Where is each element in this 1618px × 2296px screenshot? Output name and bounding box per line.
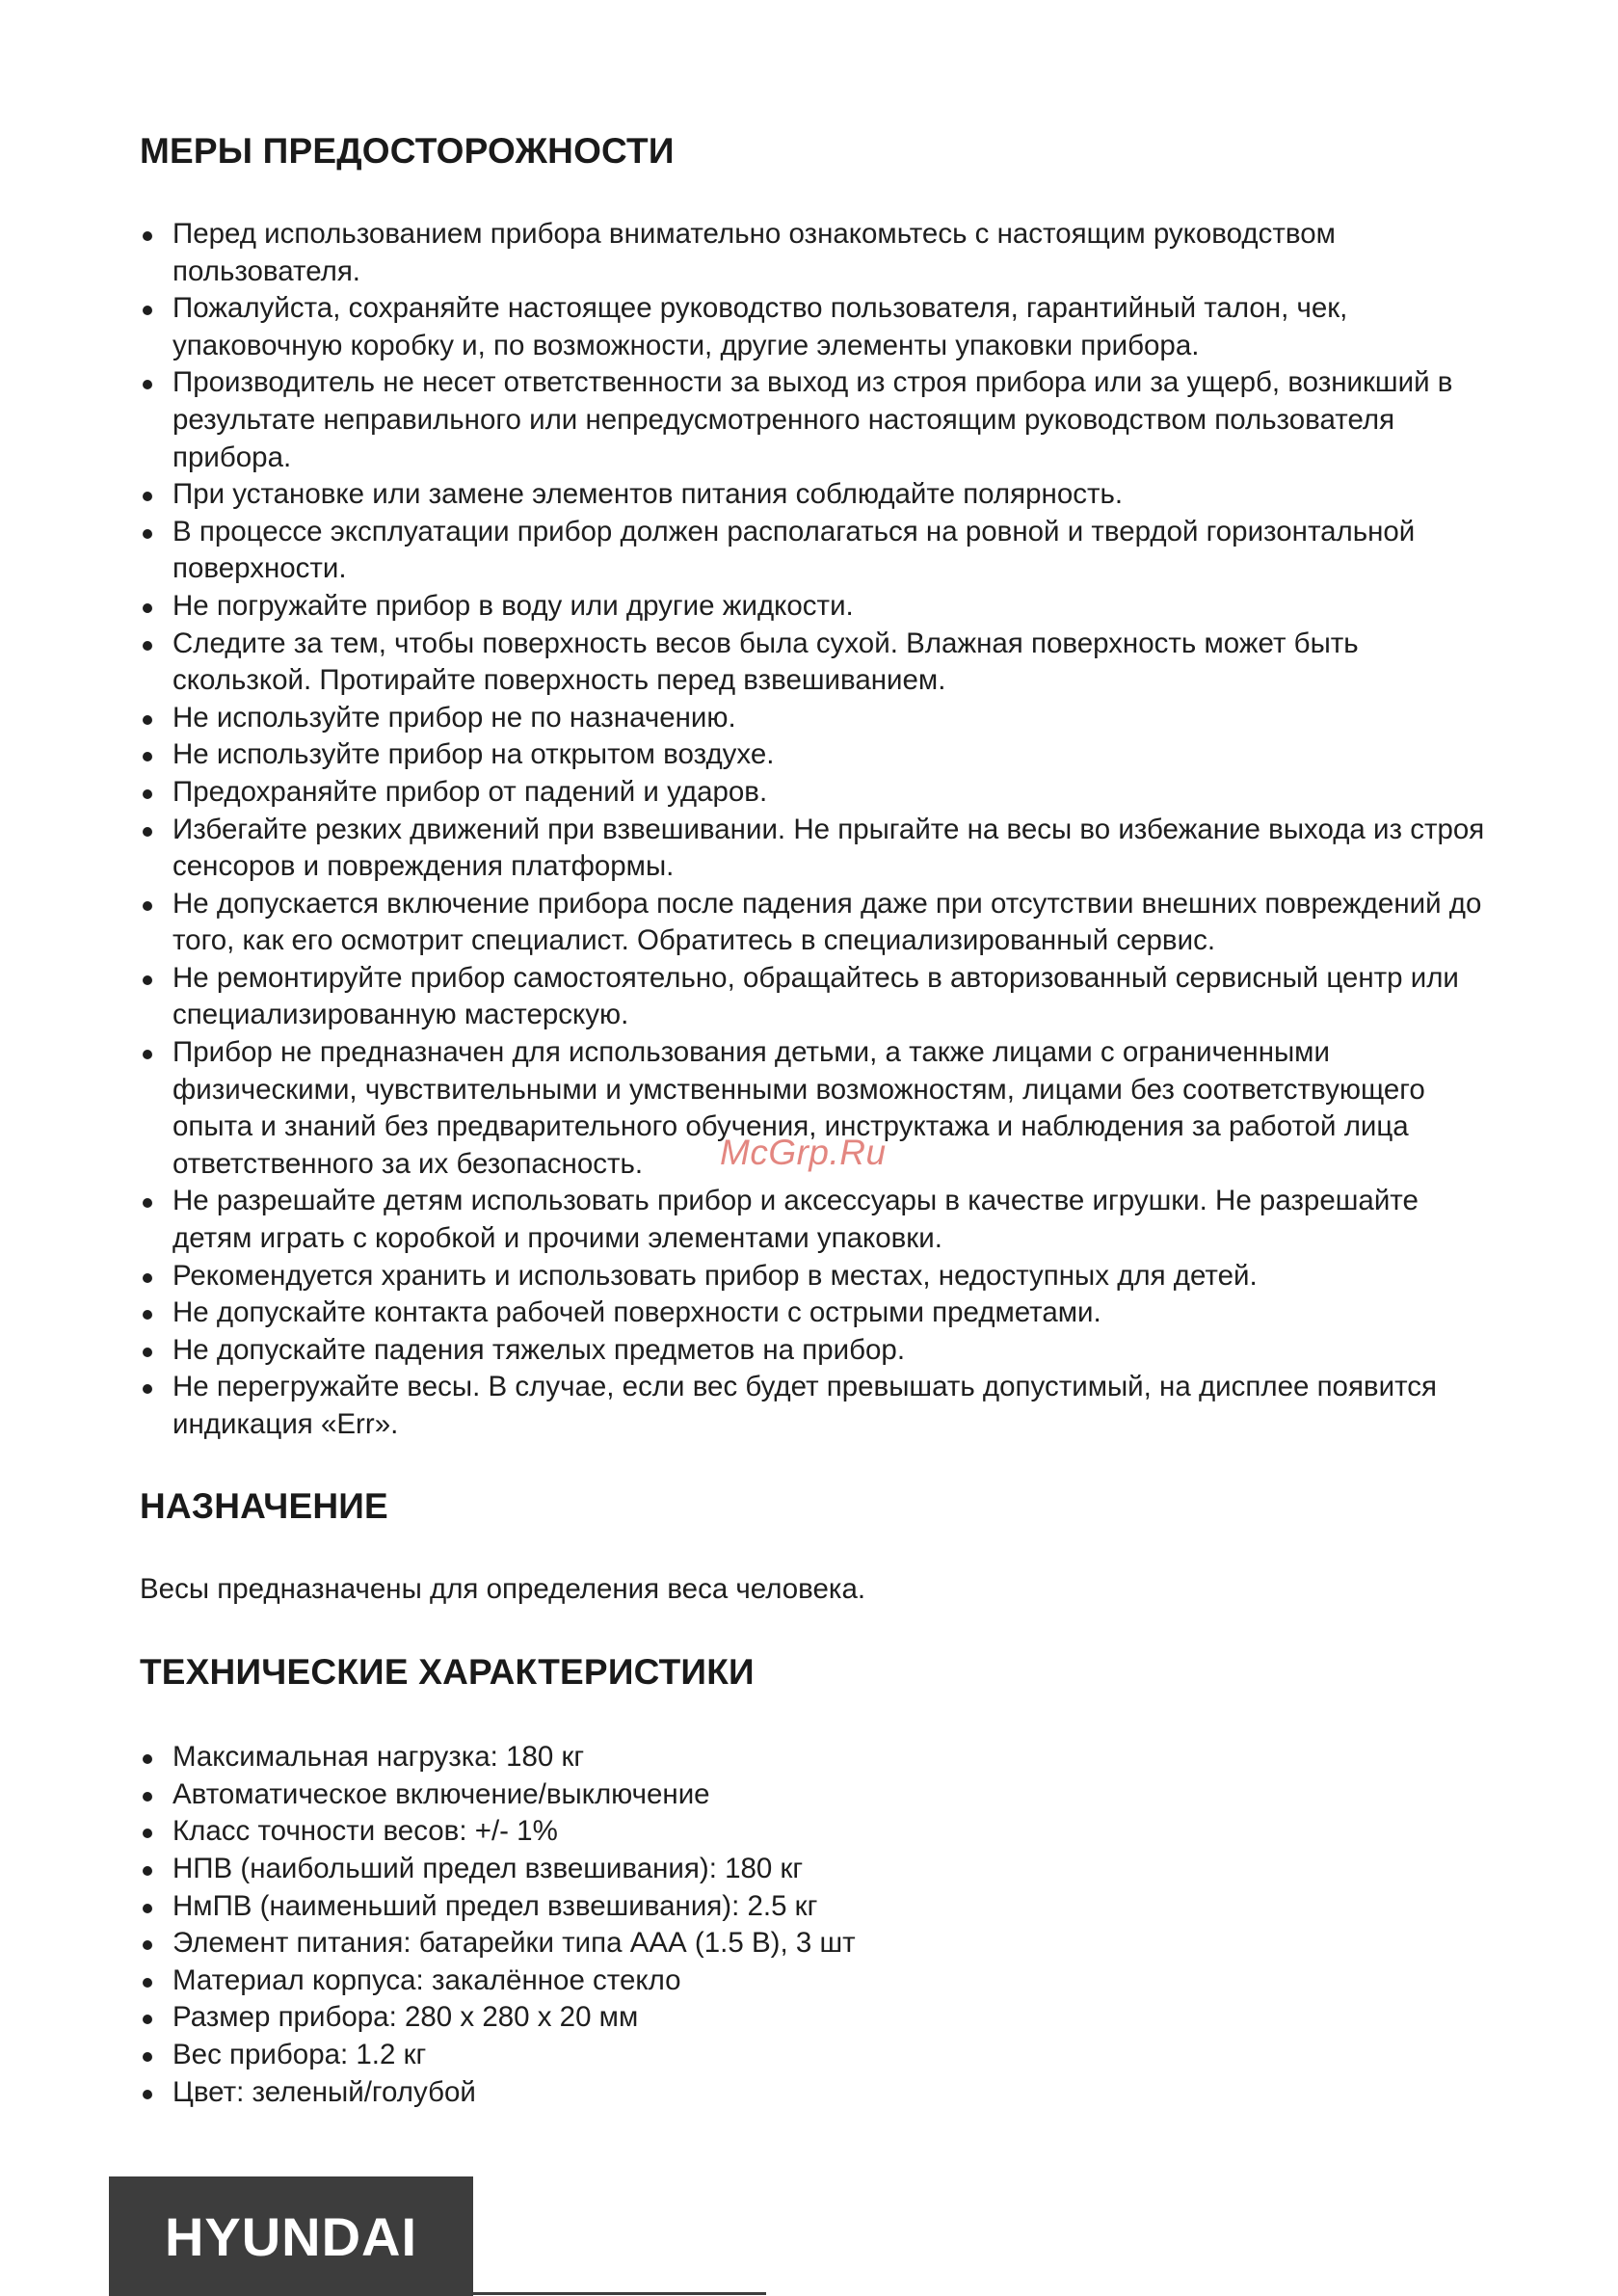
precautions-heading: МЕРЫ ПРЕДОСТОРОЖНОСТИ [140, 131, 675, 171]
list-item: Не используйте прибор не по назначению. [140, 700, 1489, 737]
list-item: Не допускайте контакта рабочей поверхности с острыми предметами. [140, 1295, 1489, 1332]
list-item: Следите за тем, чтобы поверхность весов была сухой. Влажная поверхность может быть скользкой. Протирайте поверхность перед взвешиванием. [140, 626, 1489, 700]
precautions-list [140, 216, 1489, 1444]
specs-list [140, 1739, 1489, 2111]
list-item: Класс точности весов: +/- 1% [140, 1813, 1489, 1851]
list-item: Вес прибора: 1.2 кг [140, 2037, 1489, 2074]
list-item: НПВ (наибольший предел взвешивания): 180 кг [140, 1851, 1489, 1888]
list-item: Перед использованием прибора внимательно ознакомьтесь с настоящим руководством пользователя. [140, 216, 1489, 290]
list-item: Максимальная нагрузка: 180 кг [140, 1739, 1489, 1776]
list-item: Не используйте прибор на открытом воздухе. [140, 736, 1489, 774]
list-item: Размер прибора: 280 x 280 x 20 мм [140, 1999, 1489, 2037]
specs-heading: ТЕХНИЧЕСКИЕ ХАРАКТЕРИСТИКИ [140, 1652, 755, 1693]
list-item: Пожалуйста, сохраняйте настоящее руководство пользователя, гарантийный талон, чек, упаковочную коробку и, по возможности, другие элементы упаковки прибора. [140, 290, 1489, 364]
list-item: Избегайте резких движений при взвешивании. Не прыгайте на весы во избежание выхода из строя сенсоров и повреждения платформы. [140, 812, 1489, 886]
list-item: Элемент питания: батарейки типа ААА (1.5 В), 3 шт [140, 1925, 1489, 1962]
list-item: Не разрешайте детям использовать прибор и аксессуары в качестве игрушки. Не разрешайте детям играть с коробкой и прочими элементами упаковки. [140, 1183, 1489, 1257]
purpose-heading: НАЗНАЧЕНИЕ [140, 1485, 388, 1526]
list-item: При установке или замене элементов питания соблюдайте полярность. [140, 476, 1489, 514]
list-item: Производитель не несет ответственности за выход из строя прибора или за ущерб, возникший в результате неправильного или непредусмотренного настоящим руководством пользователя прибора. [140, 364, 1489, 476]
list-item: Не допускайте падения тяжелых предметов на прибор. [140, 1332, 1489, 1370]
list-item: Рекомендуется хранить и использовать прибор в местах, недоступных для детей. [140, 1258, 1489, 1295]
list-item: НмПВ (наименьший предел взвешивания): 2.5 кг [140, 1888, 1489, 1926]
list-item: Прибор не предназначен для использования детьми, а также лицами с ограниченными физическими, чувствительными и умственными возможностям, лицами без соответствующего опыта и знаний без предварительного обучения, инструктажа и наблюдения за работой лица ответственного за их безопасность. [140, 1034, 1489, 1183]
list-item: Не перегружайте весы. В случае, если вес будет превышать допустимый, на дисплее появится индикация «Err». [140, 1369, 1489, 1443]
list-item: Не погружайте прибор в воду или другие жидкости. [140, 588, 1489, 626]
list-item: Цвет: зеленый/голубой [140, 2074, 1489, 2112]
watermark: McGrp.Ru [720, 1133, 887, 1172]
list-item: Не допускается включение прибора после падения даже при отсутствии внешних повреждений до того, как его осмотрит специалист. Обратитесь в специализированный сервис. [140, 886, 1489, 960]
purpose-text: Весы предназначены для определения веса человека. [140, 1572, 866, 1605]
list-item: Материал корпуса: закалённое стекло [140, 1962, 1489, 2000]
document-page [140, 125, 1489, 2111]
list-item: Предохраняйте прибор от падений и ударов. [140, 774, 1489, 812]
brand-logo-text: HYUNDAI [164, 2205, 418, 2267]
list-item: Не ремонтируйте прибор самостоятельно, обращайтесь в авторизованный сервисный центр или специализированную мастерскую. [140, 960, 1489, 1034]
list-item: В процессе эксплуатации прибор должен располагаться на ровной и твердой горизонтальной поверхности. [140, 514, 1489, 588]
footer-divider [473, 2292, 766, 2295]
brand-logo [109, 2176, 473, 2296]
list-item: Автоматическое включение/выключение [140, 1776, 1489, 1814]
